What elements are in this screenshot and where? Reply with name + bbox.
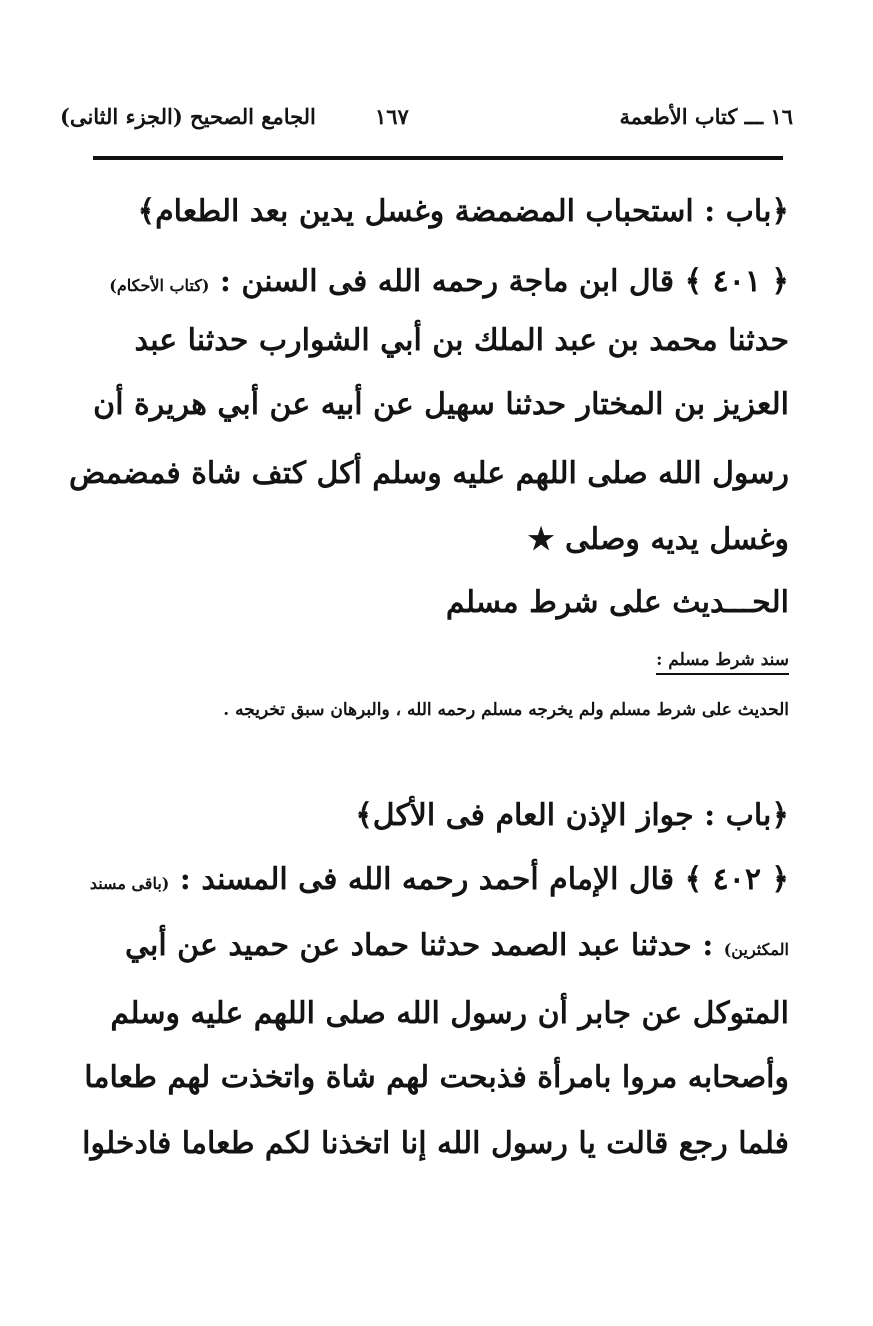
page-number: ١٦٧ [375,104,409,129]
hadith-grade: الحـــديث على شرط مسلم [445,585,789,620]
hadith-text-line: فلما رجع قالت يا رسول الله إنا اتخذنا لكم طعاما فادخلوا [82,1126,789,1161]
hadith-text-line: رسول الله صلى اللهم عليه وسلم أكل كتف شاة فمضمض [68,456,789,491]
hadith-text-line: العزيز بن المختار حدثنا سهيل عن أبيه عن أبي هريرة أن [93,387,789,422]
hadith-intro: قال ابن ماجة رحمه الله فى السنن : [219,264,675,299]
hadith-text-line: المتوكل عن جابر أن رسول الله صلى اللهم عليه وسلم [110,996,789,1031]
hadith-text-line: وغسل يديه وصلى ★ [527,522,789,557]
note-title-text: سند شرط مسلم : [656,650,789,675]
book-title: الجامع الصحيح (الجزء الثانى) [60,104,316,129]
header-divider [93,156,783,160]
hadith-intro: قال الإمام أحمد رحمه الله فى المسند : [179,862,675,897]
hadith-intro-line [109,262,789,306]
hadith-intro-line [90,860,789,904]
running-header [60,104,793,144]
hadith-text-line [125,926,789,970]
section-heading: ﴿باب : استحباب المضمضة وغسل يدين بعد الطعام﴾ [137,194,789,229]
hadith-number: ﴿ ٤٠١ ﴾ [684,264,789,299]
source-reference: (كتاب الأحكام) [109,276,210,295]
source-reference: (باقى مسند [89,874,170,893]
note-text: الحديث على شرط مسلم ولم يخرجه مسلم رحمه الله ، والبرهان سبق تخريجه . [223,700,789,720]
hadith-text-line: حدثنا محمد بن عبد الملك بن أبي الشوارب حدثنا عبد [134,323,789,358]
source-reference-cont: المكثرين) [723,940,789,959]
hadith-number: ﴿ ٤٠٢ ﴾ [684,862,789,897]
section-heading: ﴿باب : جواز الإذن العام فى الأكل﴾ [355,798,789,833]
hadith-text-line: وأصحابه مروا بامرأة فذبحت لهم شاة واتخذت لهم طعاما [84,1060,789,1095]
note-title [656,646,789,674]
chapter-title: ١٦ ـــ كتاب الأطعمة [619,104,793,129]
hadith-text: : حدثنا عبد الصمد حدثنا حماد عن حميد عن أبي [125,928,714,963]
